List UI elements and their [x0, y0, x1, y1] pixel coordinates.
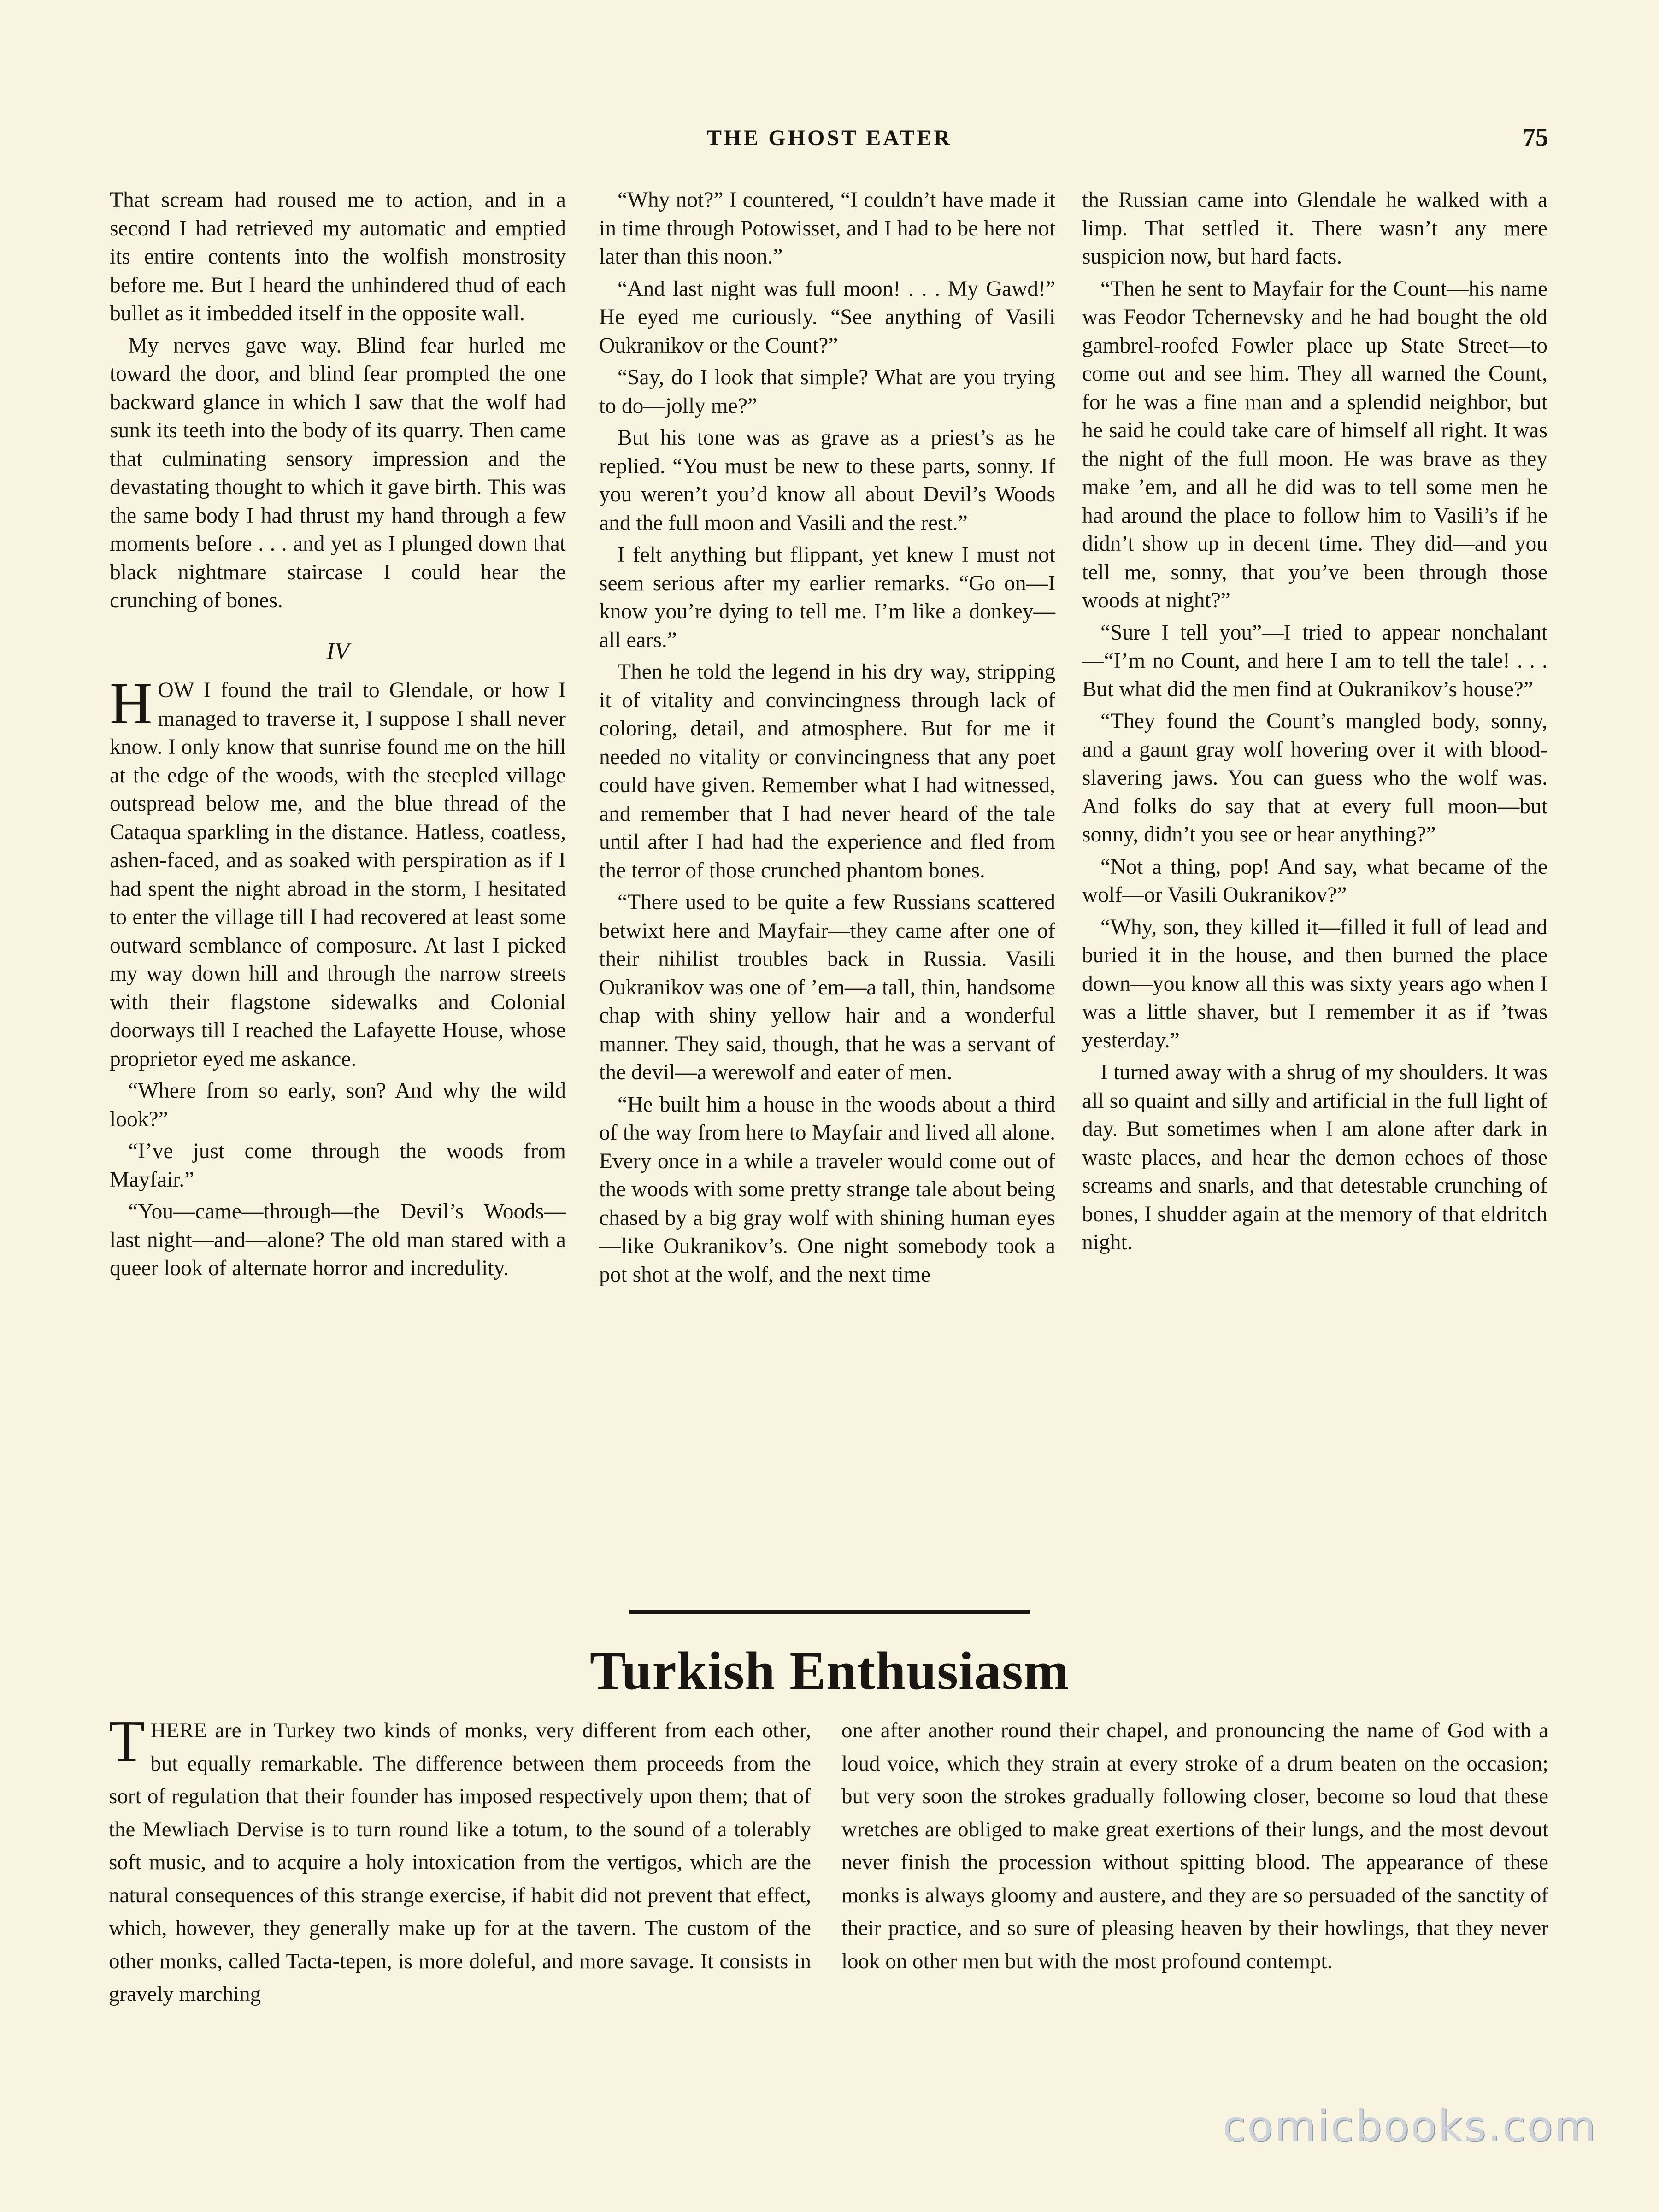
section-number: IV: [326, 638, 349, 665]
story-paragraph: “You—came—through—the Devil’s Woods—last night—and—alone? The old man stared with a queer look of alternate horror and incredulity.: [110, 1200, 566, 1280]
story-column-2: [599, 186, 1055, 1289]
story-paragraph: “Say, do I look that simple? What are you trying to do—jolly me?”: [599, 365, 1055, 418]
story-paragraph: “And last night was full moon! . . . My Gawd!” He eyed me curiously. “See anything of Vasili Oukranikov or the Count?”: [599, 276, 1055, 358]
story-paragraph: My nerves gave way. Blind fear hurled me toward the door, and blind fear prompted the one backward glance in which I saw that the wolf had sunk its teeth into the body of its quarry. Then came that culminating sensory impression and the devastating thought to which it gave birth. This was the same body I had thrust my hand through a few moments before . . . and yet as I plunged down that black nightmare staircase I could hear the crunching of bones.: [110, 333, 566, 612]
page-header: [111, 125, 1548, 158]
drop-cap: T: [109, 1708, 145, 1774]
story-paragraph: That scream had roused me to action, and in a second I had retrieved my automatic and emptied its entire contents into the wolfish monstrosity before me. But I heard the unhindered thud of each bullet as it imbedded itself in the opposite wall.: [110, 188, 566, 325]
page-number: 75: [1523, 123, 1548, 152]
story-paragraph: But his tone was as grave as a priest’s as he replied. “You must be new to these parts, sonny. If you weren’t you’d know all about Devil’s Woods and the full moon and Vasili and the rest.”: [599, 426, 1055, 535]
story-paragraph: “He built him a house in the woods about a third of the way from here to Mayfair and lived all alone. Every once in a while a traveler would come out of the woods with some pretty strange tale about being chased by a big gray wolf with shining human eyes—like Oukranikov’s. One night somebody took a pot shot at the wolf, and the next time: [599, 1092, 1055, 1287]
story-column-3: [1082, 186, 1547, 1257]
filler-column-1: [109, 1708, 811, 2011]
running-title: THE GHOST EATER: [706, 126, 953, 150]
filler-column-2: [841, 1714, 1548, 1978]
story-paragraph: “Why not?” I countered, “I couldn’t have made it in time through Potowisset, and I had to be here not later than this noon.”: [599, 188, 1055, 269]
story-paragraph: [110, 671, 566, 1073]
story-paragraph: “Sure I tell you”—I tried to appear nonchalant—“I’m no Count, and here I am to tell the tale! . . . But what did the men find at Oukranikov’s house?”: [1082, 620, 1547, 701]
filler-paragraph: one after another round their chapel, and pronouncing the name of God with a loud voice, which they strain at every stroke of a drum beaten on the occasion; but very soon the strokes gradually following closer, become so loud that these wretches are obliged to make great exertions of their lungs, and the most devout never finish the procession without spitting blood. The appearance of these monks is always gloomy and austere, and they are so persuaded of the sanctity of their practice, and so sure of pleasing heaven by their howlings, that they never look on other men but with the most profound contempt.: [841, 1718, 1548, 1973]
story-paragraph: Then he told the legend in his dry way, stripping it of vitality and convincingness through lack of coloring, detail, and atmosphere. But for me it needed no vitality or convincingness that any poet could have given. Remember what I had witnessed, and remember that I had never heard of the tale until after I had had the experience and fled from the terror of those crunched phantom bones.: [599, 660, 1055, 882]
drop-cap: H: [110, 671, 153, 736]
article-title: Turkish Enthusiasm: [589, 1641, 1070, 1701]
watermark-logo: comicbooks.com: [1222, 2101, 1597, 2151]
story-paragraph: I felt anything but flippant, yet knew I must not seem serious after my earlier remarks. “Go on—I know you’re dying to tell me. I’m like a donkey—all ears.”: [599, 543, 1055, 652]
story-paragraph: “There used to be quite a few Russians scattered betwixt here and Mayfair—they came after one of their nihilist troubles back in Russia. Vasili Oukranikov was one of ’em—a tall, thin, handsome chap with shiny yellow hair and a wonderful manner. They said, though, that he was a servant of the devil—a werewolf and eater of men.: [599, 890, 1055, 1084]
story-paragraph-text: OW I found the trail to Glendale, or how I managed to traverse it, I suppose I shall never know. I only know that sunrise found me on the hill at the edge of the woods, with the steepled village outspread below me, and the blue thread of the Cataqua sparkling in the distance. Hatless, coatless, ashen-faced, and as soaked with perspiration as if I had spent the night abroad in the storm, I hesitated to enter the village till I had recovered at least some outward semblance of composure. At last I picked my way down hill and through the narrow streets with their flagstone sidewalks and Colonial doorways till I reached the Lafayette House, whose proprietor eyed me askance.: [110, 678, 566, 1071]
filler-paragraph-text: HERE are in Turkey two kinds of monks, very different from each other, but equally remarkable. The difference between them proceeds from the sort of regulation that their founder has imposed respectively upon them; that of the Mewliach Dervise is to turn round like a totum, to the sound of a tolerably soft music, and to acquire a holy intoxication from the vertigos, which are the natural consequences of this strange exercise, if habit did not prevent that effect, which, however, they generally make up for at the tavern. The custom of the other monks, called Tacta-tepen, is more doleful, and more savage. It consists in gravely marching: [109, 1718, 811, 2006]
story-paragraph: “They found the Count’s mangled body, sonny, and a gaunt gray wolf hovering over it with blood-slavering jaws. You can guess who the wolf was. And folks do say that at every full moon—but sonny, didn’t you see or hear anything?”: [1082, 709, 1547, 847]
story-column-1: [110, 186, 566, 1283]
story-paragraph: “Then he sent to Mayfair for the Count—his name was Feodor Tchernevsky and he had bought the old gambrel-roofed Fowler place up State Street—to come out and see him. They all warned the Count, for he was a fine man and a splendid neighbor, but he said he could take care of himself all right. It was the night of the full moon. He was brave as they make ’em, and all he did was to tell some men he had around the place to follow him to Vasili’s if he didn’t show up in decent time. They did—and you tell me, sonny, that you’ve been through those woods at night?”: [1082, 276, 1547, 612]
story-paragraph: “Why, son, they killed it—filled it full of lead and buried it in the house, and then burned the place down—you know all this was sixty years ago when I was a little shaver, but I remember it as if ’twas yesterday.”: [1082, 915, 1547, 1053]
filler-paragraph: [109, 1708, 811, 2011]
story-paragraph: “Not a thing, pop! And say, what became of the wolf—or Vasili Oukranikov?”: [1082, 854, 1547, 907]
section-divider-rule: [629, 1610, 1030, 1614]
story-paragraph: the Russian came into Glendale he walked with a limp. That settled it. There wasn’t any mere suspicion now, but hard facts.: [1082, 188, 1547, 269]
story-paragraph: “I’ve just come through the woods from Mayfair.”: [110, 1139, 566, 1192]
story-paragraph: “Where from so early, son? And why the wild look?”: [110, 1079, 566, 1131]
story-paragraph: I turned away with a shrug of my shoulders. It was all so quaint and silly and artificial in the full light of day. But sometimes when I am alone after dark in waste places, and hear the demon echoes of those screams and snarls, and that detestable crunching of bones, I shudder again at the memory of that eldritch night.: [1082, 1060, 1547, 1254]
